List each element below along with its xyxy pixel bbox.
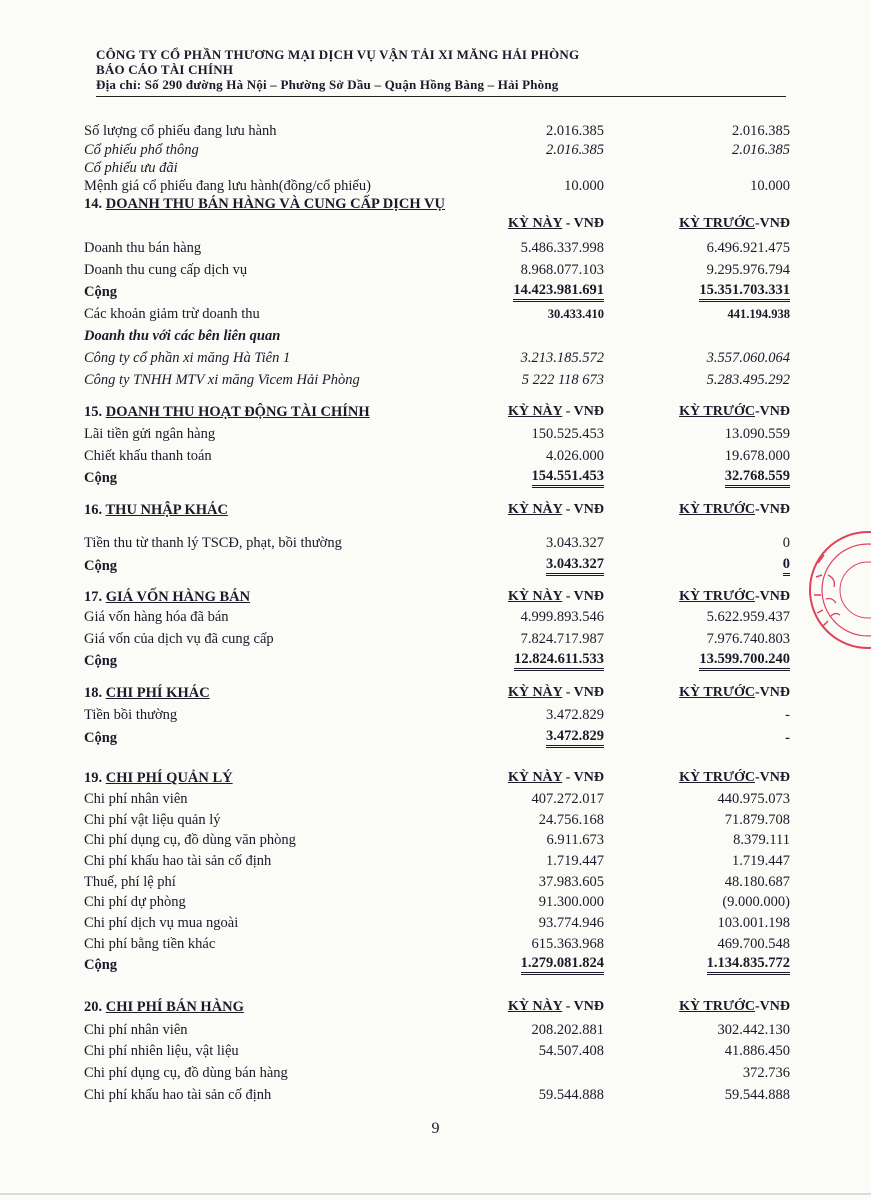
column-header-current: KỲ NÀY <box>507 502 563 517</box>
value-current: 7.824.717.987 <box>520 631 604 647</box>
page-number: 9 <box>431 1120 440 1137</box>
row-label: Doanh thu với các bên liên quan <box>84 328 281 344</box>
row-cogs-goods <box>84 607 794 627</box>
total-prior: 15.351.703.331 <box>699 282 790 302</box>
table-row <box>84 872 794 892</box>
table-row <box>84 1041 794 1061</box>
row-preferred-shares <box>84 158 794 178</box>
total-prior: 32.768.559 <box>725 468 790 488</box>
value-current: 10.000 <box>564 178 604 194</box>
table-row <box>84 934 794 954</box>
table-row <box>84 851 794 871</box>
row-label: Các khoản giảm trừ doanh thu <box>84 306 260 322</box>
value-prior: 302.442.130 <box>717 1022 790 1038</box>
row-related-party-heading <box>84 326 794 346</box>
row-label: Cộng <box>84 558 118 574</box>
table-row <box>84 913 794 933</box>
row-cogs-services <box>84 629 794 649</box>
report-title: BÁO CÁO TÀI CHÍNH <box>96 62 234 77</box>
value-current: 24.756.168 <box>538 812 604 828</box>
value-prior: 3.557.060.064 <box>706 350 790 366</box>
row-payment-discount <box>84 446 794 466</box>
section-title: CHI PHÍ BÁN HÀNG <box>105 999 244 1015</box>
value-current: 37.983.605 <box>538 874 604 890</box>
row-label: Cổ phiếu ưu đãi <box>84 160 178 176</box>
value-prior: 71.879.708 <box>724 812 790 828</box>
row-label: Tiền bồi thường <box>84 707 178 723</box>
value-prior: 13.090.559 <box>724 426 790 442</box>
row-related-party <box>84 348 794 368</box>
total-current: 154.551.453 <box>532 468 605 488</box>
row-label: Doanh thu cung cấp dịch vụ <box>84 262 248 278</box>
column-header-unit: - VNĐ <box>562 770 604 785</box>
value-current: 3.043.327 <box>546 535 604 551</box>
table-row <box>84 892 794 912</box>
section-number: 17. <box>84 589 103 605</box>
section-14-title <box>84 194 794 214</box>
row-label: Chi phí khấu hao tài sản cố định <box>84 853 272 869</box>
section-number: 18. <box>84 685 103 701</box>
value-current: 5 222 118 673 <box>521 372 604 388</box>
table-row <box>84 1085 794 1105</box>
column-header-prior: KỲ TRƯỚC <box>679 770 755 785</box>
column-header-unit: - VNĐ <box>562 589 604 604</box>
row-total <box>84 955 794 975</box>
column-header-unit: -VNĐ <box>755 999 790 1014</box>
table-row <box>84 830 794 850</box>
value-current: 59.544.888 <box>538 1087 604 1103</box>
row-label: Chi phí dự phòng <box>84 894 186 910</box>
value-prior: 9.295.976.794 <box>706 262 790 278</box>
value-prior: (9.000.000) <box>722 894 790 910</box>
total-current: 12.824.611.533 <box>514 651 604 671</box>
section-title: GIÁ VỐN HÀNG BÁN <box>105 589 251 605</box>
column-header-current: KỲ NÀY <box>507 589 563 604</box>
page-bottom-edge <box>0 1193 871 1195</box>
row-label: Chi phí dụng cụ, đồ dùng văn phòng <box>84 832 296 848</box>
column-header-current: KỲ NÀY <box>507 216 563 231</box>
section-title: DOANH THU BÁN HÀNG VÀ CUNG CẤP DỊCH VỤ <box>105 196 445 212</box>
row-service-revenue <box>84 260 794 280</box>
row-revenue-deductions <box>84 304 794 324</box>
value-current: 30.433.410 <box>547 307 604 321</box>
section-title: CHI PHÍ QUẢN LÝ <box>105 770 233 786</box>
section-17-title <box>84 587 794 607</box>
row-total <box>84 651 794 671</box>
value-prior: 7.976.740.803 <box>706 631 790 647</box>
value-prior: - <box>785 707 790 723</box>
row-common-shares <box>84 140 794 160</box>
row-label: Chi phí nhân viên <box>84 791 188 807</box>
row-label: Mệnh giá cổ phiếu đang lưu hành(đồng/cổ phiếu) <box>84 178 371 194</box>
value-current: 1.719.447 <box>546 853 604 869</box>
column-header-unit: -VNĐ <box>755 216 790 231</box>
row-label: Công ty cổ phần xi măng Hà Tiên 1 <box>84 350 291 366</box>
value-prior: 2.016.385 <box>732 123 790 139</box>
value-current: 6.911.673 <box>546 832 604 848</box>
section-19-title <box>84 768 794 788</box>
column-header-unit: -VNĐ <box>755 770 790 785</box>
document-header <box>96 47 786 92</box>
row-label: Chi phí dịch vụ mua ngoài <box>84 915 239 931</box>
value-current: 2.016.385 <box>546 142 604 158</box>
value-current: 4.026.000 <box>546 448 604 464</box>
total-current: 14.423.981.691 <box>513 282 604 302</box>
column-header-unit: - VNĐ <box>562 216 604 231</box>
column-header-unit: - VNĐ <box>562 502 604 517</box>
value-current: 208.202.881 <box>531 1022 604 1038</box>
section-number: 16. <box>84 502 103 518</box>
value-prior: 103.001.198 <box>717 915 790 931</box>
row-bank-interest <box>84 424 794 444</box>
value-prior: 440.975.073 <box>717 791 790 807</box>
value-prior: 6.496.921.475 <box>706 240 790 256</box>
total-prior: 0 <box>783 556 790 576</box>
row-total <box>84 556 794 576</box>
column-header-prior: KỲ TRƯỚC <box>679 589 755 604</box>
value-prior: 59.544.888 <box>724 1087 790 1103</box>
row-total <box>84 728 794 748</box>
row-label: Chi phí bằng tiền khác <box>84 936 216 952</box>
row-label: Số lượng cổ phiếu đang lưu hành <box>84 123 277 139</box>
total-current: 3.472.829 <box>546 728 604 748</box>
column-header-current: KỲ NÀY <box>507 685 563 700</box>
section-20-title <box>84 997 794 1017</box>
value-current: 3.472.829 <box>546 707 604 723</box>
row-label: Chi phí khấu hao tài sản cố định <box>84 1087 272 1103</box>
company-address: Địa chỉ: Số 290 đường Hà Nội – Phường Sở Dầu – Quận Hồng Bàng – Hải Phòng <box>96 77 559 92</box>
value-prior: 19.678.000 <box>724 448 790 464</box>
column-header-unit: - VNĐ <box>562 685 604 700</box>
row-compensation <box>84 705 794 725</box>
row-label: Cộng <box>84 730 118 746</box>
row-label: Chi phí dụng cụ, đồ dùng bán hàng <box>84 1065 288 1081</box>
value-prior: 8.379.111 <box>733 832 790 848</box>
row-label: Chi phí nhiên liệu, vật liệu <box>84 1043 239 1059</box>
column-header-unit: -VNĐ <box>755 589 790 604</box>
column-header-unit: -VNĐ <box>755 404 790 419</box>
total-current: 3.043.327 <box>546 556 604 576</box>
value-prior: 1.719.447 <box>732 853 790 869</box>
row-label: Công ty TNHH MTV xi măng Vicem Hải Phòng <box>84 372 360 388</box>
column-header-current: KỲ NÀY <box>507 770 563 785</box>
value-prior: 372.736 <box>742 1065 790 1081</box>
column-header-prior: KỲ TRƯỚC <box>679 216 755 231</box>
row-other-income <box>84 533 794 553</box>
value-current: 407.272.017 <box>531 791 604 807</box>
column-header-prior: KỲ TRƯỚC <box>679 685 755 700</box>
row-par-value <box>84 176 794 196</box>
total-current: 1.279.081.824 <box>521 955 604 975</box>
value-current: 91.300.000 <box>538 894 604 910</box>
value-current: 8.968.077.103 <box>520 262 604 278</box>
row-total <box>84 468 794 488</box>
value-prior: 441.194.938 <box>727 307 790 321</box>
row-label: Chi phí nhân viên <box>84 1022 188 1038</box>
section-18-title <box>84 683 794 703</box>
row-label: Cộng <box>84 470 118 486</box>
row-label: Cổ phiếu phổ thông <box>84 142 199 158</box>
value-current: 54.507.408 <box>538 1043 604 1059</box>
value-prior: 41.886.450 <box>724 1043 790 1059</box>
section-title: DOANH THU HOẠT ĐỘNG TÀI CHÍNH <box>105 404 370 420</box>
total-prior: 13.599.700.240 <box>699 651 790 671</box>
value-current: 93.774.946 <box>538 915 604 931</box>
value-current: 2.016.385 <box>546 123 604 139</box>
column-header-prior: KỲ TRƯỚC <box>679 502 755 517</box>
company-seal-icon <box>808 515 871 665</box>
value-current: 150.525.453 <box>531 426 604 442</box>
table-row <box>84 810 794 830</box>
column-header-prior: KỲ TRƯỚC <box>679 404 755 419</box>
row-shares-outstanding <box>84 121 794 141</box>
column-header-current: KỲ NÀY <box>507 404 563 419</box>
section-title: CHI PHÍ KHÁC <box>105 685 210 701</box>
value-prior: 2.016.385 <box>732 142 790 158</box>
row-label: Cộng <box>84 957 118 973</box>
company-name: CÔNG TY CỔ PHẦN THƯƠNG MẠI DỊCH VỤ VẬN TẢI XI MĂNG HẢI PHÒNG <box>96 47 580 62</box>
value-current: 4.999.893.546 <box>520 609 604 625</box>
row-label: Tiền thu từ thanh lý TSCĐ, phạt, bồi thường <box>84 535 342 551</box>
section-number: 20. <box>84 999 103 1015</box>
section-number: 19. <box>84 770 103 786</box>
table-row <box>84 1020 794 1040</box>
column-header-prior: KỲ TRƯỚC <box>679 999 755 1014</box>
table-row <box>84 789 794 809</box>
section-number: 15. <box>84 404 103 420</box>
value-prior: 469.700.548 <box>717 936 790 952</box>
column-header-unit: -VNĐ <box>755 685 790 700</box>
value-current: 3.213.185.572 <box>520 350 604 366</box>
column-header-unit: - VNĐ <box>562 404 604 419</box>
value-current: 615.363.968 <box>531 936 604 952</box>
row-label: Cộng <box>84 284 118 300</box>
row-label: Chiết khấu thanh toán <box>84 448 212 464</box>
value-prior: 48.180.687 <box>724 874 790 890</box>
table-row <box>84 1063 794 1083</box>
row-related-party <box>84 370 794 390</box>
total-prior: 1.134.835.772 <box>707 955 790 975</box>
section-number: 14. <box>84 196 103 212</box>
row-label: Giá vốn của dịch vụ đã cung cấp <box>84 631 274 647</box>
row-sales-revenue <box>84 238 794 258</box>
column-header-unit: -VNĐ <box>755 502 790 517</box>
section-14-column-header <box>84 214 794 234</box>
column-header-current: KỲ NÀY <box>507 999 563 1014</box>
section-title: THU NHẬP KHÁC <box>105 502 228 518</box>
row-total <box>84 282 794 302</box>
section-16-title <box>84 500 794 520</box>
row-label: Cộng <box>84 653 118 669</box>
value-prior: 10.000 <box>750 178 790 194</box>
total-prior: - <box>785 730 790 746</box>
section-15-title <box>84 402 794 422</box>
value-prior: 5.283.495.292 <box>706 372 790 388</box>
row-label: Doanh thu bán hàng <box>84 240 202 256</box>
column-header-unit: - VNĐ <box>562 999 604 1014</box>
row-label: Chi phí vật liệu quản lý <box>84 812 221 828</box>
row-label: Giá vốn hàng hóa đã bán <box>84 609 229 625</box>
value-prior: 0 <box>782 535 790 551</box>
value-prior: 5.622.959.437 <box>706 609 790 625</box>
value-current: 5.486.337.998 <box>520 240 604 256</box>
row-label: Lãi tiền gửi ngân hàng <box>84 426 216 442</box>
row-label: Thuế, phí lệ phí <box>84 874 176 890</box>
header-rule <box>96 96 786 97</box>
